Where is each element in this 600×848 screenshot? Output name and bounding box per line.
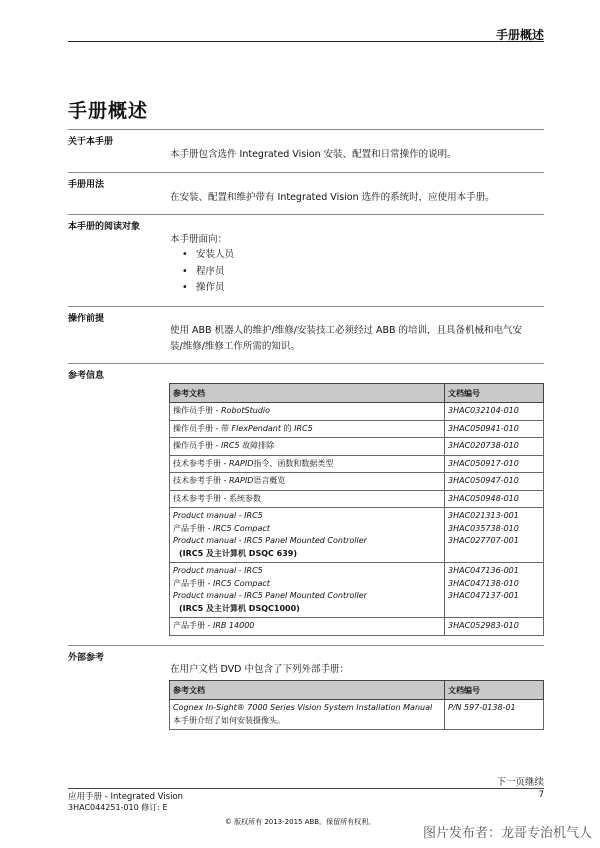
table-cell-doc: 操作员手册 - IRC5 故障排除 bbox=[170, 438, 445, 456]
table-row bbox=[170, 473, 544, 491]
table-cell-number: 3HAC052983-010 bbox=[445, 618, 544, 636]
list-item bbox=[182, 264, 234, 281]
section-rule bbox=[68, 172, 544, 173]
section-label-usage: 手册用法 bbox=[68, 180, 105, 190]
prereq-line: 装/维修/维修工作所需的知识。 bbox=[170, 341, 300, 352]
footer-rule bbox=[68, 788, 544, 789]
table-row bbox=[170, 508, 544, 563]
footer-doc-id: 3HAC044251-010 修订: E bbox=[68, 803, 168, 812]
table-row bbox=[170, 420, 544, 438]
list-item-label: 安装人员 bbox=[196, 249, 235, 260]
section-rule bbox=[68, 645, 544, 646]
table-cell-doc: 操作员手册 - 带 FlexPendant 的 IRC5 bbox=[170, 420, 445, 438]
prereq-text bbox=[170, 323, 522, 355]
list-item bbox=[182, 280, 234, 297]
audience-list bbox=[182, 247, 234, 297]
table-cell-doc: 操作员手册 - RobotStudio bbox=[170, 403, 445, 421]
column-header-number: 文档编号 bbox=[445, 384, 544, 403]
page-title: 手册概述 bbox=[68, 100, 149, 122]
list-item-label: 程序员 bbox=[196, 265, 225, 277]
section-rule bbox=[68, 129, 544, 130]
section-label-audience: 本手册的阅读对象 bbox=[68, 222, 141, 232]
table-row bbox=[170, 455, 544, 473]
table-row bbox=[170, 490, 544, 508]
table-cell-number: 3HAC050948-010 bbox=[445, 490, 544, 508]
bullet: • bbox=[182, 282, 188, 293]
section-rule bbox=[68, 214, 544, 215]
bullet: • bbox=[182, 249, 188, 260]
footer-manual-title: 应用手册 - Integrated Vision bbox=[68, 792, 184, 802]
column-header-number: 文档编号 bbox=[445, 681, 544, 700]
column-header-doc: 参考文档 bbox=[170, 681, 445, 700]
table-cell-number: 3HAC050917-010 bbox=[445, 455, 544, 473]
table-cell-number: 3HAC020738-010 bbox=[445, 438, 544, 456]
table-header-row bbox=[170, 681, 544, 700]
section-label-external: 外部参考 bbox=[68, 653, 105, 663]
audience-intro: 本手册面向： bbox=[170, 234, 228, 245]
table-row bbox=[170, 438, 544, 456]
page-number: 7 bbox=[538, 790, 544, 800]
table-cell-doc: 技术参考手册 - RAPID指令、函数和数据类型 bbox=[170, 455, 445, 473]
table-row bbox=[170, 700, 544, 730]
external-intro: 在用户文档 DVD 中包含了下列外部手册： bbox=[170, 664, 350, 675]
table-cell-number: 3HAC050947-010 bbox=[445, 473, 544, 491]
table-cell-doc: 技术参考手册 - 系统参数 bbox=[170, 490, 445, 508]
section-rule bbox=[68, 363, 544, 364]
continued-note: 下一页继续 bbox=[496, 777, 544, 788]
section-label-references: 参考信息 bbox=[68, 371, 105, 381]
external-table bbox=[169, 680, 544, 730]
copyright: © 版权所有 2013-2015 ABB。保留所有权利。 bbox=[224, 818, 376, 826]
table-row bbox=[170, 618, 544, 636]
table-row bbox=[170, 563, 544, 618]
table-row bbox=[170, 403, 544, 421]
table-cell-doc: 技术参考手册 - RAPID语言概览 bbox=[170, 473, 445, 491]
list-item-label: 操作员 bbox=[196, 282, 225, 293]
header-rule bbox=[68, 41, 544, 42]
table-cell-doc: 产品手册 - IRB 14000 bbox=[170, 618, 445, 636]
running-header-title: 手册概述 bbox=[495, 28, 544, 42]
table-cell-number: P/N 597-0138-01 bbox=[445, 700, 544, 730]
list-item bbox=[182, 247, 234, 264]
table-cell-number: 3HAC047136-001 3HAC047138-010 3HAC047137-001 bbox=[445, 563, 544, 618]
prereq-line: 使用 ABB 机器人的维护/维修/安装技工必须经过 ABB 的培训，且具备机械和电气安 bbox=[170, 325, 523, 336]
usage-text: 在安装、配置和维护带有 Integrated Vision 选件的系统时，应使用本手册。 bbox=[170, 192, 495, 203]
section-label-prereq: 操作前提 bbox=[68, 314, 105, 324]
watermark: 图片发布者：龙哥专治机气人 bbox=[422, 826, 592, 841]
table-header-row bbox=[170, 384, 544, 403]
column-header-doc: 参考文档 bbox=[170, 384, 445, 403]
table-cell-doc: Product manual - IRC5 产品手册 - IRC5 Compact Product manual - IRC5 Panel Mounted Controller (IRC5 及主计算机 DSQC1000) bbox=[170, 563, 445, 618]
section-label-about: 关于本手册 bbox=[68, 137, 114, 147]
table-cell-number: 3HAC032104-010 bbox=[445, 403, 544, 421]
about-text: 本手册包含选件 Integrated Vision 安装、配置和日常操作的说明。 bbox=[170, 149, 457, 160]
table-cell-number: 3HAC050941-010 bbox=[445, 420, 544, 438]
table-cell-number: 3HAC021313-001 3HAC035738-010 3HAC027707-001 bbox=[445, 508, 544, 563]
table-cell-doc: Cognex In-Sight® 7000 Series Vision System Installation Manual 本手册介绍了如何安装摄像头。 bbox=[170, 700, 445, 730]
section-rule bbox=[68, 306, 544, 307]
bullet: • bbox=[182, 265, 188, 277]
table-cell-doc: Product manual - IRC5 产品手册 - IRC5 Compact Product manual - IRC5 Panel Mounted Controller (IRC5 及主计算机 DSQC 639) bbox=[170, 508, 445, 563]
references-table bbox=[169, 383, 544, 636]
